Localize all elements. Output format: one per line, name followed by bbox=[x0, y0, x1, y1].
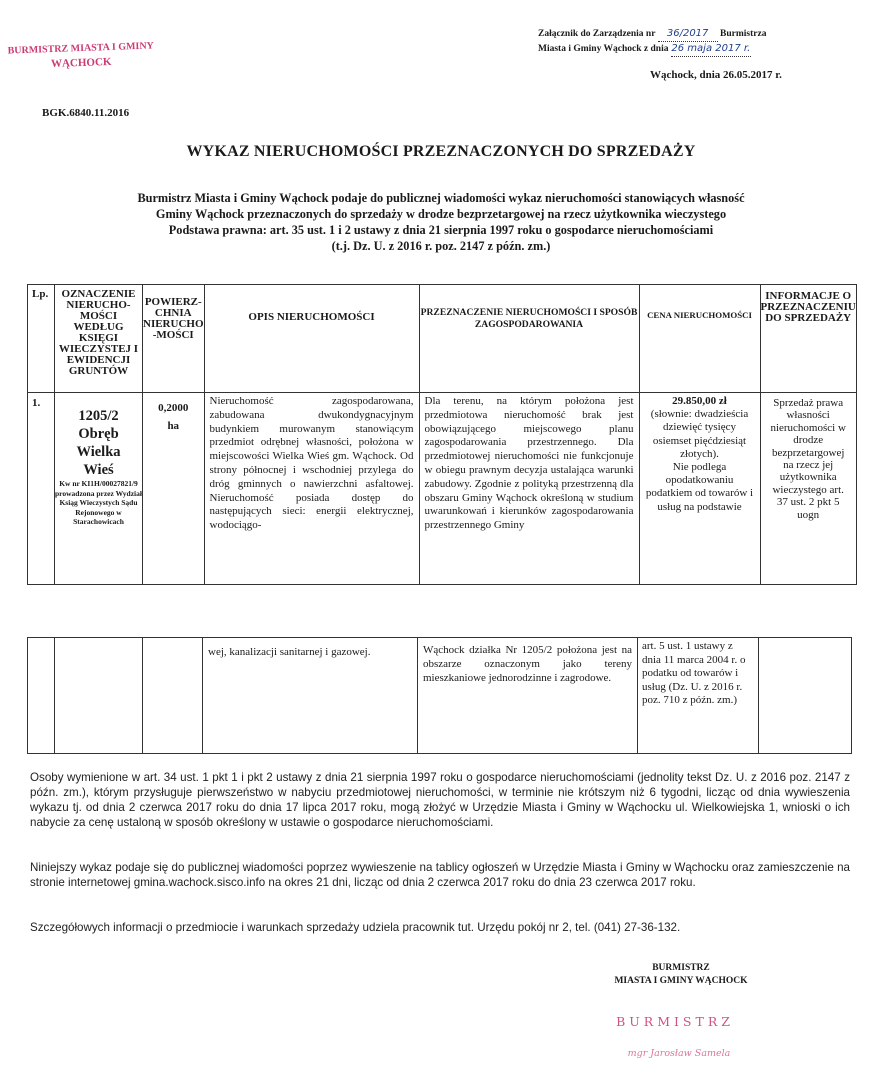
intro-line: Podstawa prawna: art. 35 ust. 1 i 2 ustawy z dnia 21 sierpnia 1997 roku o gospodarce nieruchomościami bbox=[168, 223, 714, 237]
table-row bbox=[28, 393, 857, 585]
header-purpose: PRZEZNACZENIE NIERUCHOMOŚCI I SPOSÓB ZAGOSPODAROWANIA bbox=[419, 285, 639, 393]
signer-line-2: MIASTA I GMINY WĄCHOCK bbox=[614, 976, 748, 986]
cont-info bbox=[759, 638, 852, 754]
intro-text bbox=[30, 190, 852, 254]
header-lp: Lp. bbox=[28, 285, 55, 393]
header-description: OPIS NIERUCHOMOŚCI bbox=[204, 285, 419, 393]
city-date: Wąchock, dnia 26.05.2017 r. bbox=[650, 69, 782, 81]
precinct-label: Obręb bbox=[78, 426, 119, 442]
header-info: INFORMACJE O PRZEZNACZENIU DO SPRZEDAŻY bbox=[760, 285, 856, 393]
cont-designation bbox=[55, 638, 143, 754]
village-name-2: Wieś bbox=[83, 462, 114, 478]
annex-line1-suffix: Burmistrza bbox=[720, 29, 767, 39]
cont-lp bbox=[28, 638, 55, 754]
price-in-words: (słownie: dwadzieścia dziewięć tysięcy osiemset pięćdziesiąt złotych). bbox=[650, 408, 749, 460]
table-header-row bbox=[28, 285, 857, 393]
paragraph-contact: Szczegółowych informacji o przedmiocie i warunkach sprzedaży udziela pracownik tut. Urzędu pokój nr 2, tel. (041) 27-36-132. bbox=[30, 921, 681, 934]
property-table bbox=[27, 284, 857, 585]
signer-line-1: BURMISTRZ bbox=[652, 963, 710, 973]
annex-ordinance-number: 36/2017 bbox=[658, 27, 718, 42]
stamp-line-2: WĄCHOCK bbox=[50, 55, 112, 71]
annex-ordinance-date: 26 maja 2017 r. bbox=[671, 42, 751, 57]
header-area: POWIERZ-CHNIA NIERUCHO -MOŚCI bbox=[143, 285, 205, 393]
row-designation bbox=[55, 393, 143, 585]
price-tax-note: Nie podlega opodatkowaniu podatkiem od towarów i usług na podstawie bbox=[645, 461, 754, 513]
village-name: Wielka bbox=[76, 444, 121, 460]
annex-line2-prefix: Miasta i Gminy Wąchock z dnia bbox=[538, 44, 669, 54]
mayor-stamp: BURMISTRZ bbox=[616, 1014, 734, 1029]
paragraph-publication: Niniejszy wykaz podaje się do publicznej wiadomości poprzez wywieszenie na tablicy ogłoszeń w Urzędzie Miasta i Gminy w Wąchocku oraz zamieszczenie na stronie internetowej gmina.wachock.sisco.info na okres 21 dni, licząc od dnia 2 czerwca 2017 roku do dnia 23 czerwca 2017 roku. bbox=[30, 861, 850, 889]
row-area bbox=[143, 393, 205, 585]
row-purpose: Dla terenu, na którym położona jest przedmiotowa nieruchomość brak jest obowiązującego miejscowego planu zagospodarowania przestrzennego. Dla przedmiotowej nieruchomości nie funkcjonuje w obiegu prawnym decyzja ustalająca warunki zabudowy. Zgodnie z polityką przestrzenną dla obszaru Gminy Wąchock określoną w studium uwarunkowań i kierunków zagospodarowania przestrzennego Gminy bbox=[419, 393, 639, 585]
area-value: 0,2000 bbox=[158, 402, 189, 414]
row-price bbox=[639, 393, 760, 585]
intro-line: Burmistrz Miasta i Gminy Wąchock podaje do publicznej wiadomości wykaz nieruchomości stanowiących własność bbox=[137, 191, 745, 205]
cont-price: art. 5 ust. 1 ustawy z dnia 11 marca 2004 r. o podatku od towarów i usług (Dz. U. z 2016 r. poz. 710 z późn. zm.) bbox=[638, 638, 759, 754]
intro-line: (t.j. Dz. U. z 2016 r. poz. 2147 z późn. zm.) bbox=[331, 239, 551, 253]
stamp-line-1: BURMISTRZ MIASTA I GMINY bbox=[7, 40, 154, 57]
price-amount: 29.850,00 zł bbox=[672, 395, 727, 407]
row-description: Nieruchomość zagospodarowana, zabudowana dwukondygnacyjnym budynkiem murowanym stanowiącym przedmiot odrębnej własności, położona w miejscowości Wielka Wieś gm. Wąchock. Od strony północnej i wschodniej przylega do dróg gminnych o nawierzchni asfaltowej. Nieruchomość posiada dostęp do następujących sieci: energii elektrycznej, wodociągo- bbox=[204, 393, 419, 585]
cont-description: wej, kanalizacji sanitarnej i gazowej. bbox=[203, 638, 418, 754]
reference-number: BGK.6840.11.2016 bbox=[42, 107, 130, 119]
annex-line1-prefix: Załącznik do Zarządzenia nr bbox=[538, 29, 656, 39]
header-price: CENA NIERUCHOMOŚCI bbox=[639, 285, 760, 393]
area-unit: ha bbox=[167, 420, 180, 432]
header-designation: OZNACZENIE NIERUCHO-MOŚCI WEDŁUG KSIĘGI WIECZYSTEJ I EWIDENCJI GRUNTÓW bbox=[55, 285, 143, 393]
cont-area bbox=[143, 638, 203, 754]
table-row bbox=[28, 638, 852, 754]
row-lp: 1. bbox=[28, 393, 55, 585]
plot-number: 1205/2 bbox=[78, 408, 119, 424]
property-table-continued bbox=[27, 637, 852, 754]
paragraph-preemption: Osoby wymienione w art. 34 ust. 1 pkt 1 i pkt 2 ustawy z dnia 21 sierpnia 1997 roku o gospodarce nieruchomościami (jednolity tekst Dz. U. z 2016 poz. 2147 z późn. zm.), którym przysługuje pierwszeństwo w nabyciu przedmiotowej nieruchomości, w terminie nie krótszym niż 6 tygodni, licząc od dnia wywieszenia wykazu tj. od dnia 2 czerwca 2017 roku do dnia 17 lipca 2017 roku, mogą złożyć w Urzędzie Miasta i Gminy w Wąchocku ul. Wielkowiejska 1, wnioski o ich nabycie za cenę ustaloną w sposób określony w ustawie o gospodarce nieruchomościami. bbox=[30, 771, 850, 829]
signer-block bbox=[596, 962, 766, 988]
signature: mgr Jarosław Samela bbox=[627, 1048, 731, 1059]
row-info: Sprzedaż prawa własności nieruchomości w drodze bezprzetargowej na rzecz jej użytkownika wieczystego art. 37 ust. 2 pkt 5 uogn bbox=[760, 393, 856, 585]
cont-purpose: Wąchock działka Nr 1205/2 położona jest na obszarze oznaczonym jako tereny mieszkaniowe jednorodzinne i zagrodowe. bbox=[418, 638, 638, 754]
land-register-note: Kw nr KI1H/00027821/9 prowadzona przez Wydział Ksiąg Wieczystych Sądu Rejonowego w Starachowicach bbox=[55, 479, 142, 526]
annex-note bbox=[538, 27, 766, 57]
intro-line: Gminy Wąchock przeznaczonych do sprzedaży w drodze bezprzetargowej na rzecz użytkownika wieczystego bbox=[155, 207, 727, 221]
office-stamp bbox=[6, 39, 157, 72]
document-title: WYKAZ NIERUCHOMOŚCI PRZEZNACZONYCH DO SPRZEDAŻY bbox=[186, 143, 696, 160]
